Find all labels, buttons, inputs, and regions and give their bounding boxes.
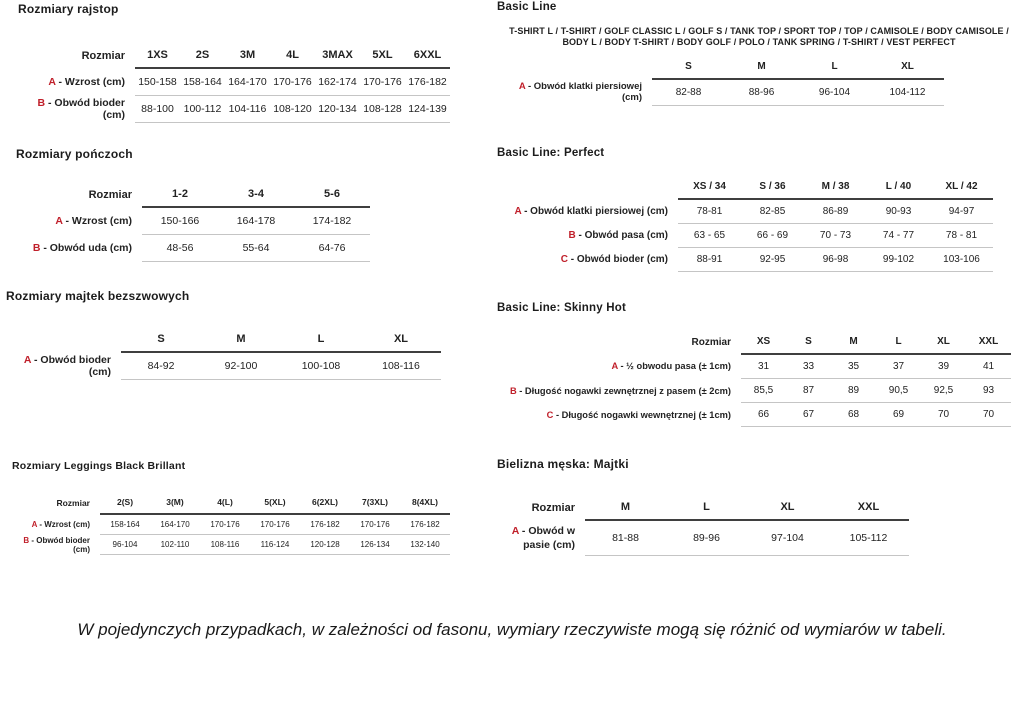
size-cell: 100-108 [281,352,361,380]
row-label: A - Obwód klatki piersiowej (cm) [514,205,668,217]
column-header: 5XL [360,46,405,68]
column-header: L [666,498,747,520]
header-row [16,185,370,207]
section-title: Rozmiary rajstop [18,2,119,16]
size-cell: 96-104 [798,79,871,106]
table-slot-basic-line [497,58,1015,106]
corner-label [6,330,121,352]
column-header: 6XXL [405,46,450,68]
size-cell: 37 [876,354,921,379]
column-header: 3MAX [315,46,360,68]
header-row [497,58,944,79]
product-list: T-SHIRT L / T-SHIRT / GOLF CLASSIC L / GOLF S / TANK TOP / SPORT TOP / TOP / CAMISOLE / BODY CAMISOLE / BODY L / BODY T-SHIRT / BODY GOLF / POLO / TANK SPRING / T-SHIRT / VEST PERFECT [509,26,1009,48]
column-header: M [831,333,876,354]
column-header: M / 38 [804,178,867,199]
size-cell: 116-124 [250,535,300,555]
column-header: 1-2 [142,185,218,207]
table-body [497,354,1011,427]
row-letter: B [32,242,41,254]
corner-label: Rozmiar [88,188,132,201]
table-row [12,535,450,555]
table-body [12,514,450,555]
column-header: M [585,498,666,520]
table-row [6,352,441,380]
table-header [12,494,450,514]
section-basic-line [497,1,1015,106]
size-cell: 105-112 [828,520,909,556]
row-letter: A [31,519,38,529]
size-cell: 164-170 [150,514,200,535]
size-cell: 170-176 [360,68,405,96]
section-title: Basic Line: Skinny Hot [497,302,627,314]
table-slot-skinny-hot [497,333,1011,427]
size-cell: 78 - 81 [930,224,993,248]
size-cell: 170-176 [200,514,250,535]
column-header: 8(4XL) [400,494,450,514]
column-header: XXL [966,333,1011,354]
table-header [6,330,441,352]
size-table-leggings [12,494,450,555]
table-row [497,403,1011,427]
size-cell: 162-174 [315,68,360,96]
column-header: 1XS [135,46,180,68]
column-header: 4(L) [200,494,250,514]
section-title: Basic Line [497,1,557,13]
corner-label [497,178,678,199]
size-table-basic [497,58,944,106]
section-seamless-briefs-sizes [6,289,441,380]
table-row [12,514,450,535]
section-title: Rozmiary majtek bezszwowych [6,289,190,303]
size-cell: 66 - 69 [741,224,804,248]
size-cell: 81-88 [585,520,666,556]
column-header: XL [921,333,966,354]
table-row [497,248,993,272]
section-title: Rozmiary pończoch [16,147,133,161]
size-cell: 170-176 [270,68,315,96]
section-title: Rozmiary Leggings Black Brillant [12,460,186,472]
size-cell: 126-134 [350,535,400,555]
size-cell: 104-112 [871,79,944,106]
size-cell: 150-158 [135,68,180,96]
table-row [497,224,993,248]
size-table-skinny [497,333,1011,427]
column-header: 3M [225,46,270,68]
row-label: A - Obwód bioder (cm) [23,353,111,378]
size-cell: 87 [786,379,831,403]
size-cell: 174-182 [294,207,370,235]
size-cell: 90-93 [867,199,930,224]
row-label: A - ½ obwodu pasa (± 1cm) [611,361,731,372]
table-row [497,79,944,106]
table-row [497,520,909,556]
table-row [497,379,1011,403]
row-label: A - Wzrost (cm) [55,214,132,227]
table-body [16,207,370,262]
column-header: XL [361,330,441,352]
corner-label: Rozmiar [81,49,125,62]
size-cell: 164-178 [218,207,294,235]
row-letter: A [23,353,32,366]
size-cell: 96-98 [804,248,867,272]
column-header: L [876,333,921,354]
size-cell: 92-95 [741,248,804,272]
row-letter: A [48,75,56,88]
column-header: XL [871,58,944,79]
table-slot-mens-underwear [497,498,909,556]
size-cell: 108-128 [360,96,405,123]
size-cell: 176-182 [405,68,450,96]
table-header [497,498,909,520]
row-label: A - Obwód klatki piersiowej (cm) [518,80,642,103]
size-table-ponczoch [16,185,370,262]
corner-label [497,58,652,79]
size-cell: 41 [966,354,1011,379]
table-slot-seamless-briefs [6,330,441,380]
size-cell: 158-164 [100,514,150,535]
column-header: S [652,58,725,79]
size-table-rajstop [18,46,450,123]
size-cell: 108-116 [361,352,441,380]
size-cell: 132-140 [400,535,450,555]
section-leggings-sizes [12,460,450,555]
header-row [497,178,993,199]
size-cell: 63 - 65 [678,224,741,248]
size-cell: 64-76 [294,235,370,262]
header-row [6,330,441,352]
size-cell: 100-112 [180,96,225,123]
row-letter: A [55,214,63,227]
size-cell: 176-182 [400,514,450,535]
size-cell: 104-116 [225,96,270,123]
row-label: A - Obwód w pasie (cm) [511,524,575,551]
table-header [16,185,370,207]
size-cell: 85,5 [741,379,786,403]
column-header: 6(2XL) [300,494,350,514]
row-letter: B [37,97,46,109]
size-cell: 170-176 [250,514,300,535]
size-cell: 88-96 [725,79,798,106]
size-table-majtki [497,498,909,556]
row-letter: A [611,361,618,372]
table-body [497,199,993,272]
table-row [497,199,993,224]
size-cell: 55-64 [218,235,294,262]
size-cell: 94-97 [930,199,993,224]
column-header: 2S [180,46,225,68]
row-label: A - Wzrost (cm) [31,519,90,529]
size-cell: 89-96 [666,520,747,556]
section-basic-line-skinny-hot [497,302,1011,427]
corner-label: Rozmiar [56,497,90,508]
section-mens-underwear [497,457,909,556]
size-cell: 108-120 [270,96,315,123]
column-header: 2(S) [100,494,150,514]
row-label: C - Obwód bioder (cm) [560,254,668,265]
size-cell: 48-56 [142,235,218,262]
row-letter: A [514,205,522,217]
header-row [18,46,450,68]
row-label: A - Wzrost (cm) [48,75,125,88]
column-header: XL [747,498,828,520]
size-cell: 120-128 [300,535,350,555]
table-body [6,352,441,380]
size-table-majtek [6,330,441,380]
table-header [497,333,1011,354]
size-cell: 82-88 [652,79,725,106]
size-cell: 86-89 [804,199,867,224]
column-header: M [201,330,281,352]
row-letter: B [568,230,576,241]
size-cell: 103-106 [930,248,993,272]
column-header: S / 36 [741,178,804,199]
corner-label: Rozmiar [691,336,731,348]
column-header: L [281,330,361,352]
row-label: C - Długość nogawki wewnętrznej (± 1cm) [546,409,731,420]
size-cell: 96-104 [100,535,150,555]
size-cell: 108-116 [200,535,250,555]
column-header: S [786,333,831,354]
size-cell: 66 [741,403,786,427]
table-slot-stockings [16,185,370,262]
size-cell: 90,5 [876,379,921,403]
size-cell: 35 [831,354,876,379]
column-header: XL / 42 [930,178,993,199]
table-row [18,68,450,96]
size-cell: 31 [741,354,786,379]
row-letter: A [518,80,526,92]
row-label: B - Obwód bioder (cm) [37,97,125,121]
section-stockings-sizes [16,147,370,262]
size-cell: 89 [831,379,876,403]
column-header: 7(3XL) [350,494,400,514]
size-cell: 33 [786,354,831,379]
size-cell: 102-110 [150,535,200,555]
column-header: 4L [270,46,315,68]
corner-label: Rozmiar [531,501,575,514]
table-row [16,207,370,235]
size-cell: 88-91 [678,248,741,272]
table-slot-tights [18,46,450,123]
size-cell: 82-85 [741,199,804,224]
header-row [497,498,909,520]
table-body [18,68,450,123]
size-cell: 68 [831,403,876,427]
size-cell: 124-139 [405,96,450,123]
size-cell: 170-176 [350,514,400,535]
table-row [497,354,1011,379]
size-cell: 84-92 [121,352,201,380]
size-cell: 69 [876,403,921,427]
size-cell: 70 [921,403,966,427]
size-cell: 150-166 [142,207,218,235]
row-label: B - Obwód uda (cm) [32,242,132,254]
table-header [497,58,944,79]
column-header: S [121,330,201,352]
size-cell: 74 - 77 [867,224,930,248]
size-cell: 39 [921,354,966,379]
size-cell: 78-81 [678,199,741,224]
size-cell: 120-134 [315,96,360,123]
table-slot-leggings [12,494,450,555]
size-cell: 164-170 [225,68,270,96]
size-cell: 99-102 [867,248,930,272]
row-label: B - Obwód bioder (cm) [23,535,90,554]
header-row [12,494,450,514]
column-header: L / 40 [867,178,930,199]
column-header: XS / 34 [678,178,741,199]
table-body [497,520,909,556]
size-table-perfect [497,178,993,272]
table-header [497,178,993,199]
table-row [16,235,370,262]
column-header: L [798,58,871,79]
column-header: 5-6 [294,185,370,207]
column-header: XS [741,333,786,354]
section-title: Basic Line: Perfect [497,147,605,159]
row-letter: A [511,524,519,537]
size-cell: 70 - 73 [804,224,867,248]
section-tights-sizes [18,2,450,123]
size-cell: 67 [786,403,831,427]
size-cell: 88-100 [135,96,180,123]
row-letter: B [23,535,30,545]
size-cell: 176-182 [300,514,350,535]
size-cell: 158-164 [180,68,225,96]
table-body [497,79,944,106]
size-cell: 97-104 [747,520,828,556]
size-cell: 92,5 [921,379,966,403]
table-header [18,46,450,68]
header-row [497,333,1011,354]
column-header: XXL [828,498,909,520]
row-letter: C [560,254,568,265]
column-header: M [725,58,798,79]
table-row [18,96,450,123]
column-header: 3-4 [218,185,294,207]
size-cell: 70 [966,403,1011,427]
column-header: 5(XL) [250,494,300,514]
column-header: 3(M) [150,494,200,514]
row-label: B - Długość nogawki zewnętrznej z pasem (± 2cm) [509,385,731,396]
table-slot-perfect [497,178,993,272]
disclaimer-note: W pojedynczych przypadkach, w zależności od fasonu, wymiary rzeczywiste mogą się różnić od wymiarów w tabeli. [77,620,947,639]
section-title: Bielizna męska: Majtki [497,457,629,471]
row-label: B - Obwód pasa (cm) [568,230,668,241]
row-letter: C [546,409,554,420]
size-cell: 93 [966,379,1011,403]
row-letter: B [509,385,517,396]
size-cell: 92-100 [201,352,281,380]
section-basic-line-perfect [497,147,993,272]
